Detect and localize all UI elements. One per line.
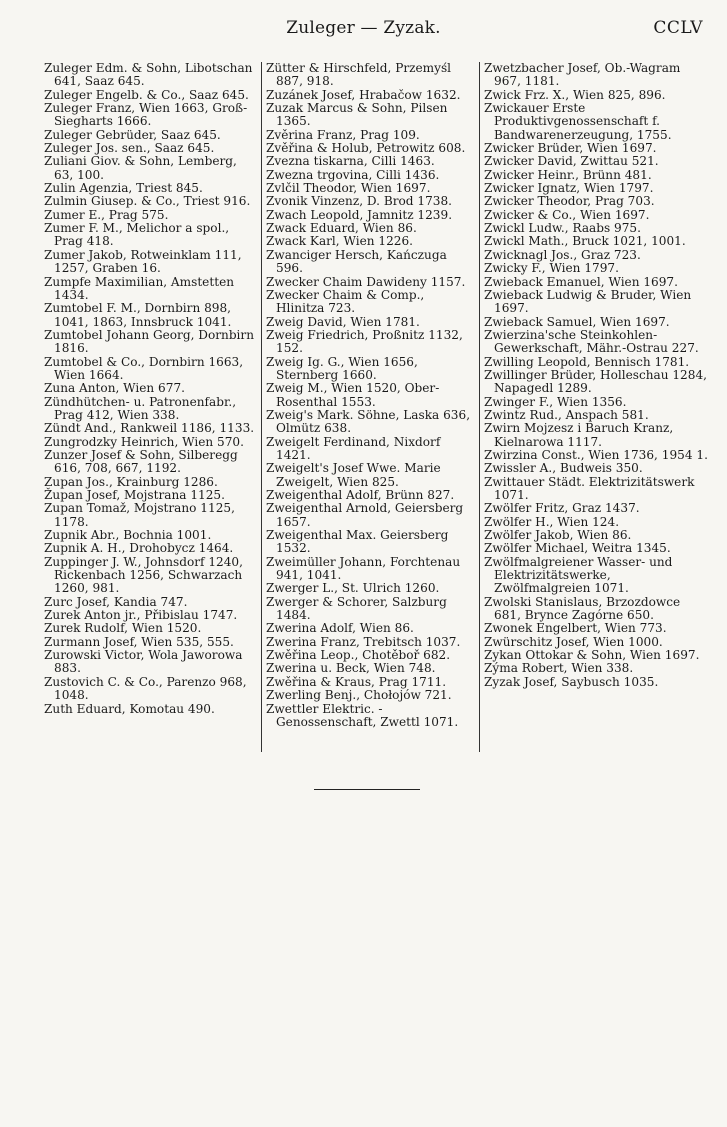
directory-entry: Zwěřina Leop., Chotěboř 682.	[266, 648, 451, 663]
directory-entry: Zykan Ottokar & Sohn, Wien 1697.	[484, 648, 700, 663]
directory-entry: Zwicker Heinr., Brünn 481.	[484, 167, 652, 182]
directory-entry: Zvlčil Theodor, Wien 1697.	[266, 181, 431, 196]
running-title: Zuleger — Zyzak.	[286, 18, 441, 38]
directory-entry: Zwanciger Hersch, Kańczuga 596.	[266, 247, 447, 276]
directory-entry: Zütter & Hirschfeld, Przemyśl 887, 918.	[266, 61, 452, 89]
directory-entry: Zweigelt Ferdinand, Nixdorf 1421.	[266, 434, 441, 462]
directory-entry: Zuzak Marcus & Sohn, Pilsen 1365.	[266, 101, 448, 129]
directory-entry: Zweig David, Wien 1781.	[266, 314, 420, 329]
directory-entry: Zwicker Brüder, Wien 1697.	[484, 141, 657, 156]
directory-entry: Zumpfe Maximilian, Amstetten 1434.	[44, 274, 235, 302]
directory-entry: Zwolski Stanislaus, Brzozdowce 681, Brynce Zagórne 650.	[484, 594, 681, 623]
directory-entry: Zweig Ig. G., Wien 1656, Sternberg 1660.	[266, 354, 418, 382]
directory-entry: Zwinger F., Wien 1356.	[484, 394, 627, 409]
directory-entry: Zwierzina'sche Steinkohlen-Gewerkschaft, Mähr.-Ostrau 227.	[484, 327, 699, 356]
directory-entry: Zwieback Emanuel, Wien 1697.	[484, 274, 678, 289]
directory-entry: Zwürschitz Josef, Wien 1000.	[484, 634, 663, 649]
directory-entry: Zvěřina & Holub, Petrowitz 608.	[266, 141, 466, 156]
directory-entry: Zwack Karl, Wien 1226.	[266, 234, 413, 249]
directory-entry: Zweig Friedrich, Proßnitz 1132, 152.	[266, 327, 463, 356]
directory-entry: Zvezna tiskarna, Cilli 1463.	[266, 154, 435, 169]
directory-entry: Zweigenthal Adolf, Brünn 827.	[266, 488, 455, 502]
directory-entry: Zwerger L., St. Ulrich 1260.	[266, 581, 440, 596]
directory-entry: Zwölfer Fritz, Graz 1437.	[484, 501, 640, 516]
directory-entry: Zurmann Josef, Wien 535, 555.	[44, 634, 234, 649]
directory-entry: Zurc Josef, Kandia 747.	[44, 594, 188, 609]
directory-entry: Zwicky F., Wien 1797.	[484, 261, 619, 276]
directory-entry: Zwerling Benj., Chołojów 721.	[266, 688, 452, 703]
directory-entry: Zumer E., Prag 575.	[44, 207, 169, 222]
directory-entry: Zwerina u. Beck, Wien 748.	[266, 661, 436, 676]
directory-entry: Zwecker Chaim Dawideny 1157.	[266, 274, 466, 289]
directory-entry: Zuleger Franz, Wien 1663, Groß-Siegharts 1666.	[44, 101, 248, 129]
directory-entry: Zuleger Edm. & Sohn, Libotschan 641, Saaz 645.	[44, 61, 253, 89]
directory-entry: Zweigenthal Max. Geiersberg 1532.	[266, 528, 449, 556]
directory-entry: Zwissler A., Budweis 350.	[484, 461, 643, 476]
directory-entry: Zwack Eduard, Wien 86.	[266, 221, 417, 236]
directory-entry: Zwirzina Const., Wien 1736, 1954 1.	[484, 447, 708, 462]
directory-entry: Zuppinger J. W., Johnsdorf 1240, Rickenbach 1256, Schwarzach 1260, 981.	[44, 554, 243, 596]
directory-entry: Zupan Jos., Krainburg 1286.	[44, 474, 218, 489]
directory-entry: Zvěrina Franz, Prag 109.	[266, 127, 420, 142]
directory-entry: Zuleger Gebrüder, Saaz 645.	[44, 127, 221, 142]
directory-entry: Zwintz Rud., Anspach 581.	[484, 407, 649, 422]
directory-entry: Zurek Rudolf, Wien 1520.	[44, 621, 202, 636]
column-1	[44, 62, 261, 752]
directory-entry: Zwölfer Michael, Weitra 1345.	[484, 541, 671, 556]
directory-entry: Zweigelt's Josef Wwe. Marie Zweigelt, Wien 825.	[266, 461, 441, 489]
directory-entry: Zwerger & Schorer, Salzburg 1484.	[266, 594, 447, 623]
directory-entry: Zuleger Engelb. & Co., Saaz 645.	[44, 87, 249, 102]
directory-entry: Zwicker David, Zwittau 521.	[484, 154, 659, 169]
directory-entry: Zwettler Elektric. - Genossenschaft, Zwettl 1071.	[266, 701, 459, 729]
directory-entry: Zumer F. M., Melichor a spol., Prag 418.	[44, 221, 230, 249]
directory-entry: Zwerina Adolf, Wien 86.	[266, 621, 414, 636]
page-header	[0, 18, 727, 48]
directory-entry: Zumtobel & Co., Dornbirn 1663, Wien 1664.	[44, 354, 244, 382]
directory-entry: Zwonek Engelbert, Wien 773.	[484, 621, 667, 636]
directory-entry: Zwickl Ludw., Raabs 975.	[484, 221, 641, 236]
directory-entry: Zulmin Giusep. & Co., Triest 916.	[44, 194, 251, 209]
directory-entry: Zulin Agenzia, Triest 845.	[44, 181, 203, 196]
directory-entry: Zwicker Theodor, Prag 703.	[484, 194, 655, 209]
directory-entry: Zupan Tomaž, Mojstrano 1125, 1178.	[44, 501, 235, 529]
directory-entry: Zumtobel Johann Georg, Dornbirn 1816.	[44, 327, 254, 356]
directory-entry: Zündt And., Rankweil 1186, 1133.	[44, 421, 255, 436]
directory-entry: Zuliani Giov. & Sohn, Lemberg, 63, 100.	[44, 154, 237, 182]
column-3	[479, 62, 712, 752]
directory-entry: Zwicker Ignatz, Wien 1797.	[484, 181, 654, 196]
directory-entry: Zupnik Abr., Bochnia 1001.	[44, 528, 212, 543]
directory-entry: Zweigenthal Arnold, Geiersberg 1657.	[266, 501, 464, 529]
directory-entry: Zungrodzky Heinrich, Wien 570.	[44, 434, 244, 449]
directory-entry: Zündhütchen- u. Patronenfabr., Prag 412, Wien 338.	[44, 394, 237, 422]
end-rule	[314, 789, 420, 790]
directory-entry: Zýma Robert, Wien 338.	[484, 661, 634, 676]
directory-entry: Zumtobel F. M., Dornbirn 898, 1041, 1863, Innsbruck 1041.	[44, 301, 232, 329]
directory-entry: Zwickauer Erste Produktivgenossenschaft f. Bandwarenerzeugung, 1755.	[484, 101, 672, 142]
directory-entry: Zweig's Mark. Söhne, Laska 636, Olmütz 638.	[266, 407, 471, 436]
directory-entry: Zwicker & Co., Wien 1697.	[484, 207, 650, 222]
directory-entry: Zuna Anton, Wien 677.	[44, 381, 185, 396]
directory-entry: Zuleger Jos. sen., Saaz 645.	[44, 141, 215, 156]
page-number: CCLV	[653, 18, 703, 38]
directory-entry: Zweig M., Wien 1520, Ober-Rosenthal 1553.	[266, 381, 440, 409]
directory-entry: Zwerina Franz, Trebitsch 1037.	[266, 634, 461, 649]
directory-entry: Zwittauer Städt. Elektrizitätswerk 1071.	[484, 474, 695, 502]
directory-entry: Zwecker Chaim & Comp., Hlinitza 723.	[266, 287, 425, 316]
directory-entry: Zunzer Josef & Sohn, Silberegg 616, 708, 667, 1192.	[44, 447, 238, 476]
directory-entry: Zwieback Samuel, Wien 1697.	[484, 314, 670, 329]
directory-entry: Zwickl Math., Bruck 1021, 1001.	[484, 234, 686, 249]
directory-columns	[44, 62, 712, 752]
directory-entry: Zwieback Ludwig & Bruder, Wien 1697.	[484, 287, 692, 316]
column-2	[261, 62, 479, 752]
directory-entry: Zweimüller Johann, Forchtenau 941, 1041.	[266, 554, 461, 583]
directory-entry: Zwicknagl Jos., Graz 723.	[484, 247, 641, 262]
directory-entry: Zuth Eduard, Komotau 490.	[44, 701, 215, 716]
directory-entry: Zumer Jakob, Rotweinklam 111, 1257, Graben 16.	[44, 247, 242, 276]
directory-entry: Zwirn Mojzesz i Baruch Kranz, Kielnarowa 1117.	[484, 421, 674, 449]
directory-entry: Zwölfer H., Wien 124.	[484, 514, 620, 529]
directory-entry: Zwick Frz. X., Wien 825, 896.	[484, 87, 666, 102]
directory-entry: Zwölfmalgreiener Wasser- und Elektrizitätswerke, Zwölfmalgreien 1071.	[484, 554, 673, 596]
directory-entry: Zustovich C. & Co., Parenzo 968, 1048.	[44, 674, 247, 703]
directory-entry: Zupnik A. H., Drohobycz 1464.	[44, 541, 234, 556]
directory-entry: Zurowski Victor, Wola Jaworowa 883.	[44, 648, 243, 676]
directory-entry: Zurek Anton jr., Přibislau 1747.	[44, 608, 238, 623]
directory-entry: Zwetzbacher Josef, Ob.-Wagram 967, 1181.	[484, 61, 681, 89]
directory-entry: Župan Josef, Mojstrana 1125.	[44, 488, 225, 502]
directory-entry: Zwölfer Jakob, Wien 86.	[484, 528, 632, 543]
directory-entry: Zuzánek Josef, Hrabačow 1632.	[266, 87, 461, 102]
directory-entry: Zyzak Josef, Saybusch 1035.	[484, 674, 659, 689]
directory-entry: Zwach Leopold, Jamnitz 1239.	[266, 207, 453, 222]
directory-entry: Zvonik Vinzenz, D. Brod 1738.	[266, 194, 453, 209]
directory-entry: Zwěřina & Kraus, Prag 1711.	[266, 674, 447, 689]
directory-entry: Zwezna trgovina, Cilli 1436.	[266, 167, 440, 182]
directory-entry: Zwilling Leopold, Bennisch 1781.	[484, 354, 690, 369]
directory-entry: Zwillinger Brüder, Holleschau 1284, Napagedl 1289.	[484, 367, 707, 396]
